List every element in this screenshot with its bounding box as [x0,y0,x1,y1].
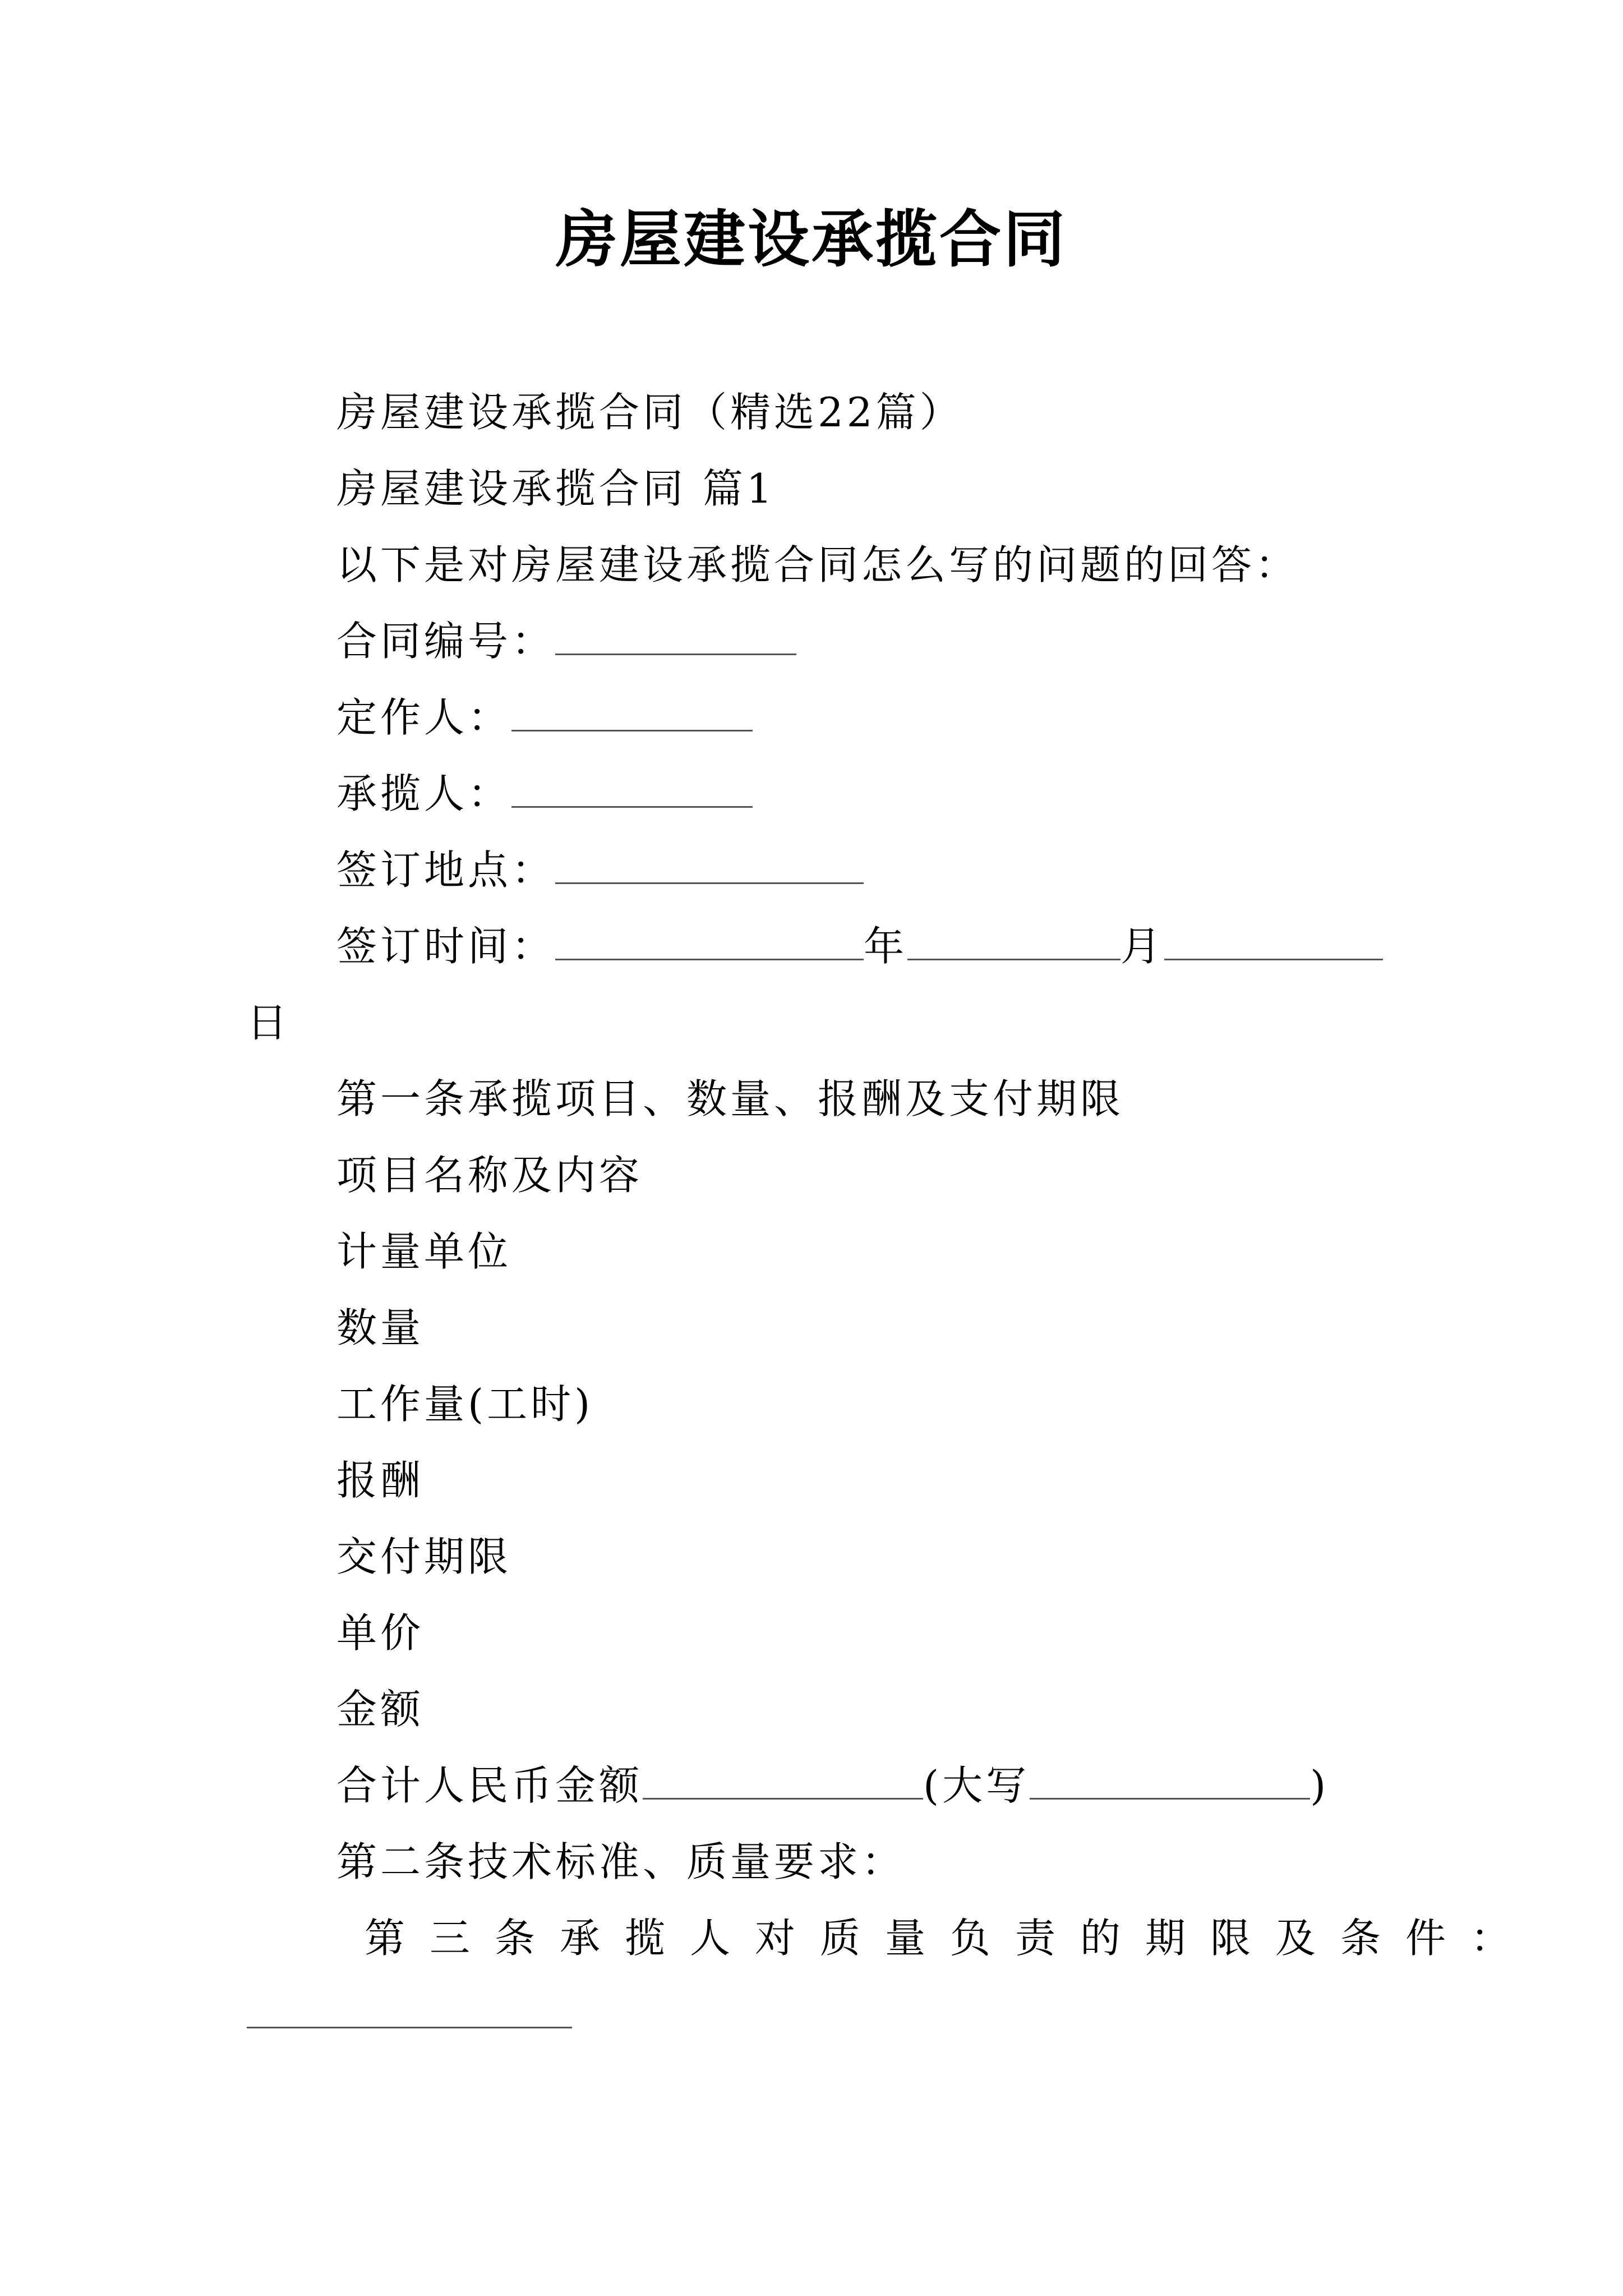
item-name-label: 项目名称及内容 [336,1152,643,1199]
contractor-line [336,769,753,819]
total-amount-blank [643,1763,923,1800]
contractor-label: 承揽人： [336,770,512,817]
unit-label: 计量单位 [336,1228,512,1275]
article-three-blank [247,1992,572,2028]
contract-number-line [336,616,796,666]
orderer-blank [511,695,753,731]
quantity-label: 数量 [336,1304,425,1351]
orderer-label: 定作人： [336,694,512,741]
day-blank [1164,924,1383,960]
total-amount-line [336,1760,1329,1811]
section-heading: 房屋建设承揽合同 篇1 [336,465,776,512]
subtitle: 房屋建设承揽合同（精选22篇） [336,389,963,436]
total-amount-label: 合计人民币金额 [336,1762,643,1809]
month-blank [907,924,1121,960]
year-blank [555,924,864,960]
uppercase-blank [1030,1763,1310,1800]
intro-text: 以下是对房屋建设承揽合同怎么写的问题的回答： [336,541,1299,588]
article-three-blank-line [247,1989,572,2040]
signing-date-line [336,921,1383,972]
year-label: 年 [864,923,908,970]
orderer-line [336,692,753,743]
article-one-heading: 第一条承揽项目、数量、报酬及支付期限 [336,1075,1124,1122]
contractor-blank [511,771,753,808]
document-title: 房屋建设承揽合同 [556,203,1067,275]
contract-number-blank [555,619,796,655]
day-label: 日 [247,999,291,1046]
uppercase-label: (大写 [923,1762,1030,1809]
signing-place-blank [555,848,864,884]
signing-date-label: 签订时间： [336,923,556,970]
month-label: 月 [1121,923,1165,970]
amount-label: 金额 [336,1686,425,1733]
closing-paren: ) [1310,1762,1330,1809]
delivery-deadline-label: 交付期限 [336,1533,512,1580]
article-two-heading: 第二条技术标准、质量要求： [336,1838,906,1885]
signing-place-line [336,845,864,895]
signing-place-label: 签订地点： [336,846,556,894]
workload-label: 工作量(工时) [336,1381,594,1428]
article-three-heading: 第三条承揽人对质量负责的期限及条件： [365,1915,1536,1962]
unit-price-label: 单价 [336,1609,425,1657]
contract-number-label: 合同编号： [336,618,556,665]
remuneration-label: 报酬 [336,1457,425,1504]
